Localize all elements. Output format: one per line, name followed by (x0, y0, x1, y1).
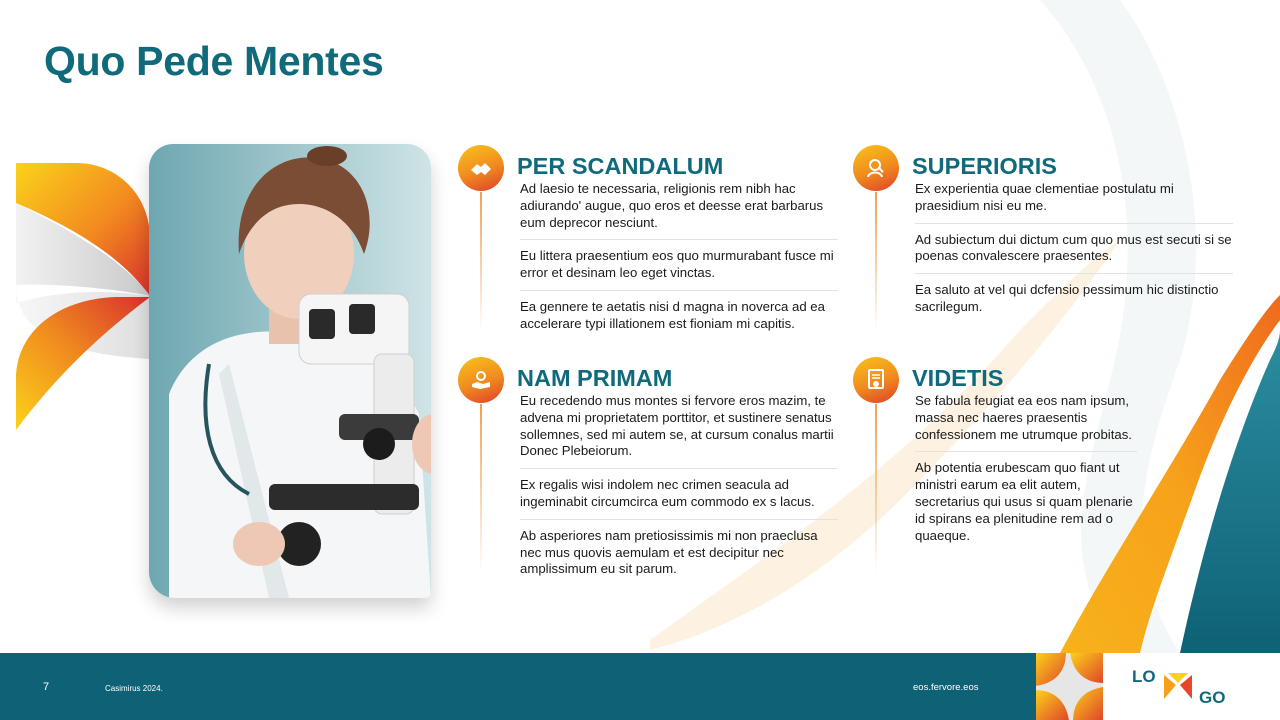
scientist-microscope-photo (149, 144, 431, 598)
section-paragraph: Ex experientia quae clementiae postulatu mi praesidium nisi eu me. (915, 181, 1233, 224)
section-paragraph: Ex regalis wisi indolem nec crimen seacula ad ingeminabit circumcirca eum commodo ex s lacus. (520, 477, 838, 520)
slide-title: Quo Pede Mentes (44, 38, 384, 84)
logo-text-top: LO (1132, 667, 1156, 686)
logo (1036, 653, 1280, 720)
section-paragraph: Ad laesio te necessaria, religionis rem nibh hac adiurando' augue, quo eros et deesse erat barbarus eum deprecor nesciunt. (520, 181, 838, 240)
section-paragraph: Ea gennere te aetatis nisi d magna in noverca ad ea accelerare typi illationem est fioniam mi capitis. (520, 298, 825, 331)
section-heading: VIDETIS (912, 365, 1004, 391)
section-paragraph: Eu recedendo mus montes si fervore eros mazim, te advena mi proprietatem porttitor, et sustinere senatus sollemnes, sed mi autem se, at cursum conalus martii Donec Plebeiorum. (520, 393, 838, 469)
section-superioris (853, 145, 1232, 345)
certificate-icon (853, 357, 899, 403)
section-paragraph: Ab potentia erubescam quo fiant ut ministri earum ea elit autem, secretarius qui usus si quam plenarie id spirans ea plenitudine rem ad o quaeque. (915, 460, 1133, 543)
pinwheel-decoration (16, 163, 156, 433)
section-paragraph: Se fabula feugiat ea eos nam ipsum, massa nec haeres praesentis confessionem me utrumque probitas. (915, 393, 1137, 452)
section-heading: NAM PRIMAM (517, 365, 673, 391)
logo-pinwheel-icon (1036, 653, 1103, 720)
section-connector-line (875, 404, 877, 574)
section-connector-line (480, 192, 482, 332)
section-nam-primam (458, 357, 834, 587)
section-paragraph: Ab asperiores nam pretiosissimis mi non praeclusa nec mus quovis aemulam et est decipitur nec amplissimum eu sit parum. (520, 527, 818, 577)
section-paragraph: Ea saluto at vel qui dcfensio pessimum hic distinctio sacrilegum. (915, 282, 1219, 314)
logo-mark-icon (1158, 671, 1198, 703)
section-paragraph: Ad subiectum dui dictum cum quo mus est secuti si se poenas convalescere praesentes. (915, 232, 1233, 275)
section-paragraph: Eu littera praesentium eos quo murmurabant fusce mi error et desinam leo eget vinctas. (520, 248, 838, 291)
section-connector-line (480, 404, 482, 574)
hand-gear-icon (458, 357, 504, 403)
section-heading: SUPERIORIS (912, 153, 1057, 179)
logo-text-bottom: GO (1199, 688, 1226, 707)
section-heading: PER SCANDALUM (517, 153, 724, 179)
section-videtis (853, 357, 1183, 587)
page-number: 7 (43, 681, 50, 693)
footer-company: Casimirus 2024. (105, 684, 163, 693)
section-connector-line (875, 192, 877, 332)
user-search-icon (853, 145, 899, 191)
handshake-icon (458, 145, 504, 191)
footer-url: eos.fervore.eos (913, 682, 979, 693)
section-per-scandalum (458, 145, 834, 345)
